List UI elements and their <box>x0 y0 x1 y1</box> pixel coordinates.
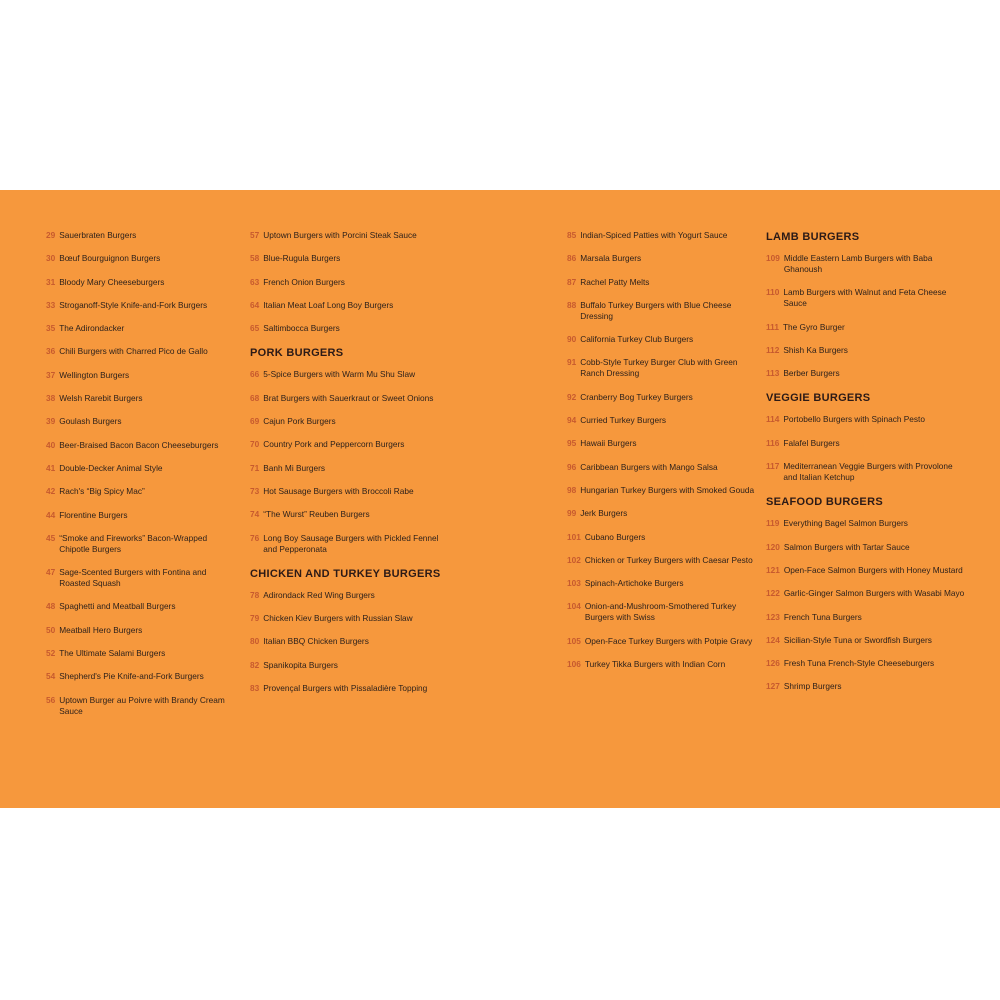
page-number: 95 <box>567 438 577 449</box>
recipe-title: Adirondack Red Wing Burgers <box>263 589 375 600</box>
page-number: 91 <box>567 357 577 368</box>
toc-entry <box>567 415 757 426</box>
page-number: 56 <box>46 694 56 705</box>
page-number: 39 <box>46 416 56 427</box>
page-number: 35 <box>46 323 56 334</box>
page-number: 80 <box>250 636 260 647</box>
page-number: 94 <box>567 415 577 426</box>
page-number: 41 <box>46 462 56 473</box>
page-number: 111 <box>766 321 779 332</box>
recipe-title: The Adirondacker <box>59 323 125 334</box>
recipe-title: Open-Face Salmon Burgers with Honey Mustard <box>783 564 963 575</box>
toc-entry <box>250 509 450 520</box>
recipe-title: Curried Turkey Burgers <box>580 415 666 426</box>
toc-entry <box>250 323 450 334</box>
page-number: 47 <box>46 567 56 578</box>
recipe-title: Stroganoff-Style Knife-and-Fork Burgers <box>59 299 208 310</box>
toc-entry <box>46 567 236 589</box>
page-number: 88 <box>567 299 577 310</box>
recipe-title: Garlic-Ginger Salmon Burgers with Wasabi Mayo <box>783 588 965 599</box>
page-number: 69 <box>250 416 260 427</box>
toc-entry <box>250 416 450 427</box>
recipe-title: Blue-Rugula Burgers <box>263 253 341 264</box>
recipe-title: 5-Spice Burgers with Warm Mu Shu Slaw <box>263 369 416 380</box>
toc-entry <box>766 345 966 356</box>
toc-entry <box>567 485 757 496</box>
toc-entry <box>46 625 236 636</box>
toc-entry <box>567 392 757 403</box>
toc-entry <box>46 277 236 288</box>
recipe-title: “Smoke and Fireworks” Bacon-Wrapped Chipotle Burgers <box>59 532 208 554</box>
page-number: 112 <box>766 344 780 355</box>
recipe-title: French Onion Burgers <box>263 276 345 287</box>
recipe-title: Uptown Burgers with Porcini Steak Sauce <box>263 230 417 240</box>
page-number: 121 <box>766 564 780 575</box>
toc-entry <box>766 368 966 379</box>
recipe-title: Spinach-Artichoke Burgers <box>584 578 684 589</box>
recipe-title: Long Boy Sausage Burgers with Pickled Fennel and Pepperonata <box>263 532 439 554</box>
toc-entry <box>766 542 966 553</box>
page-number: 90 <box>567 334 577 345</box>
page-number: 82 <box>250 659 260 670</box>
page-number: 99 <box>567 508 577 519</box>
toc-entry <box>250 230 450 241</box>
contents-column-2 <box>250 230 450 706</box>
toc-entry <box>46 695 236 717</box>
page-number: 79 <box>250 613 260 624</box>
section-heading: VEGGIE BURGERS <box>766 392 871 405</box>
page-number: 74 <box>250 509 260 520</box>
toc-entry <box>46 393 236 404</box>
toc-entry <box>46 416 236 427</box>
toc-entry <box>567 578 757 589</box>
toc-entry <box>46 300 236 311</box>
recipe-title: Florentine Burgers <box>59 509 128 520</box>
page-number: 117 <box>766 461 780 472</box>
toc-entry <box>250 590 450 601</box>
page-number: 40 <box>46 439 56 450</box>
recipe-title: Marsala Burgers <box>580 253 642 264</box>
recipe-title: French Tuna Burgers <box>783 611 862 622</box>
toc-entry <box>766 612 966 623</box>
page-number: 102 <box>567 554 581 565</box>
recipe-title: Welsh Rarebit Burgers <box>59 393 143 404</box>
recipe-title: Salmon Burgers with Tartar Sauce <box>783 541 910 552</box>
page-number: 38 <box>46 393 56 404</box>
toc-entry <box>567 508 757 519</box>
recipe-title: Shepherd's Pie Knife-and-Fork Burgers <box>59 671 204 682</box>
page-number: 71 <box>250 462 260 473</box>
section-heading: PORK BURGERS <box>250 347 344 360</box>
page-number: 114 <box>766 414 780 425</box>
toc-entry <box>567 462 757 473</box>
recipe-title: Mediterranean Veggie Burgers with Provolone and Italian Ketchup <box>783 461 953 483</box>
page-number: 110 <box>766 287 780 298</box>
toc-entry <box>567 601 757 623</box>
page-number: 70 <box>250 439 260 450</box>
page-number: 126 <box>766 658 780 669</box>
recipe-title: Meatball Hero Burgers <box>59 624 143 635</box>
recipe-title: Chicken Kiev Burgers with Russian Slaw <box>263 613 413 624</box>
toc-entry <box>766 658 966 669</box>
page-number: 122 <box>766 588 780 599</box>
recipe-title: Sauerbraten Burgers <box>59 230 137 240</box>
page-number: 78 <box>250 589 260 600</box>
recipe-title: Cranberry Bog Turkey Burgers <box>580 391 693 402</box>
recipe-title: Portobello Burgers with Spinach Pesto <box>783 414 925 425</box>
toc-entry <box>46 440 236 451</box>
toc-entry <box>567 300 757 322</box>
recipe-title: Double-Decker Animal Style <box>59 462 163 473</box>
toc-entry <box>46 253 236 264</box>
page-number: 85 <box>567 230 577 240</box>
recipe-title: Provençal Burgers with Pissaladière Topping <box>263 683 428 694</box>
toc-entry <box>567 438 757 449</box>
recipe-title: Rachel Patty Melts <box>580 276 650 287</box>
toc-entry <box>766 438 966 449</box>
recipe-title: Indian-Spiced Patties with Yogurt Sauce <box>580 230 728 240</box>
page-number: 113 <box>766 368 780 379</box>
recipe-title: Open-Face Turkey Burgers with Potpie Gravy <box>584 635 753 646</box>
toc-entry <box>567 253 757 264</box>
recipe-title: Chicken or Turkey Burgers with Caesar Pesto <box>584 554 753 565</box>
recipe-title: Rach's “Big Spicy Mac” <box>59 486 145 497</box>
recipe-title: Cobb-Style Turkey Burger Club with Green Ranch Dressing <box>580 357 738 379</box>
toc-entry <box>766 287 966 309</box>
recipe-title: Uptown Burger au Poivre with Brandy Cream Sauce <box>59 694 225 716</box>
toc-entry <box>567 636 757 647</box>
page-number: 96 <box>567 461 577 472</box>
toc-entry <box>250 683 450 694</box>
recipe-title: Banh Mi Burgers <box>263 462 326 473</box>
toc-entry <box>46 601 236 612</box>
page-number: 52 <box>46 648 56 659</box>
toc-entry <box>46 486 236 497</box>
toc-entry <box>766 461 966 483</box>
recipe-title: Hawaii Burgers <box>580 438 637 449</box>
recipe-title: Shrimp Burgers <box>783 681 842 692</box>
page-number: 86 <box>567 253 577 264</box>
page-number: 31 <box>46 276 56 287</box>
toc-entry <box>567 230 757 241</box>
recipe-title: Hungarian Turkey Burgers with Smoked Gouda <box>580 484 755 495</box>
recipe-title: Caribbean Burgers with Mango Salsa <box>580 461 718 472</box>
toc-entry <box>46 510 236 521</box>
toc-entry <box>766 681 966 692</box>
recipe-title: Onion-and-Mushroom-Smothered Turkey Burgers with Swiss <box>584 601 737 623</box>
page-number: 92 <box>567 391 577 402</box>
recipe-title: Italian Meat Loaf Long Boy Burgers <box>263 299 394 310</box>
page-number: 66 <box>250 369 260 380</box>
page-number: 42 <box>46 486 56 497</box>
recipe-title: Chili Burgers with Charred Pico de Gallo <box>59 346 208 357</box>
section-heading: LAMB BURGERS <box>766 231 860 243</box>
recipe-title: Buffalo Turkey Burgers with Blue Cheese Dressing <box>580 299 732 321</box>
recipe-title: Lamb Burgers with Walnut and Feta Cheese Sauce <box>783 287 947 309</box>
toc-entry <box>250 636 450 647</box>
recipe-title: California Turkey Club Burgers <box>580 334 694 345</box>
page-number: 76 <box>250 532 260 543</box>
recipe-title: Bœuf Bourguignon Burgers <box>59 253 161 264</box>
recipe-title: Country Pork and Peppercorn Burgers <box>263 439 405 450</box>
page-number: 104 <box>567 601 581 612</box>
section-heading: CHICKEN AND TURKEY BURGERS <box>250 567 441 580</box>
recipe-title: Saltimbocca Burgers <box>263 323 340 334</box>
toc-entry <box>46 648 236 659</box>
page-number: 98 <box>567 484 577 495</box>
page-number: 58 <box>250 253 260 264</box>
page-number: 44 <box>46 509 56 520</box>
toc-entry <box>250 463 450 474</box>
toc-entry <box>567 334 757 345</box>
recipe-title: Shish Ka Burgers <box>783 344 848 355</box>
recipe-title: Falafel Burgers <box>783 437 840 448</box>
page-number: 103 <box>567 578 581 589</box>
toc-entry <box>250 486 450 497</box>
toc-entry <box>250 660 450 671</box>
toc-entry <box>250 277 450 288</box>
page-number: 65 <box>250 323 260 334</box>
page-number: 101 <box>567 531 581 542</box>
toc-entry <box>46 533 236 555</box>
recipe-title: Goulash Burgers <box>59 416 122 427</box>
toc-entry <box>250 439 450 450</box>
toc-entry <box>567 357 757 379</box>
recipe-title: Hot Sausage Burgers with Broccoli Rabe <box>263 485 414 496</box>
recipe-title: Wellington Burgers <box>59 369 130 380</box>
contents-column-3 <box>567 230 757 682</box>
page-number: 105 <box>567 635 581 646</box>
toc-entry <box>46 230 236 241</box>
page-number: 68 <box>250 392 260 403</box>
page-number: 116 <box>766 437 780 448</box>
page-number: 45 <box>46 532 56 543</box>
recipe-title: Beer-Braised Bacon Bacon Cheeseburgers <box>59 439 219 450</box>
recipe-title: Brat Burgers with Sauerkraut or Sweet Onions <box>263 392 434 403</box>
contents-column-4 <box>766 230 966 705</box>
page-number: 127 <box>766 681 780 692</box>
page-number: 29 <box>46 230 56 240</box>
recipe-title: Fresh Tuna French-Style Cheeseburgers <box>783 658 935 669</box>
recipe-title: The Gyro Burger <box>782 321 845 332</box>
recipe-title: Spaghetti and Meatball Burgers <box>59 601 176 612</box>
page-number: 123 <box>766 611 780 622</box>
toc-entry <box>46 346 236 357</box>
contents-column-1 <box>46 230 236 729</box>
toc-entry <box>250 533 450 555</box>
page-number: 30 <box>46 253 56 264</box>
toc-entry <box>46 370 236 381</box>
page-number: 120 <box>766 541 780 552</box>
page-number: 54 <box>46 671 56 682</box>
recipe-title: Turkey Tikka Burgers with Indian Corn <box>584 659 726 670</box>
recipe-title: Italian BBQ Chicken Burgers <box>263 636 369 647</box>
page-number: 37 <box>46 369 56 380</box>
recipe-title: Cajun Pork Burgers <box>263 416 336 427</box>
toc-entry <box>250 369 450 380</box>
recipe-title: Bloody Mary Cheeseburgers <box>59 276 165 287</box>
page-number: 119 <box>766 518 780 529</box>
toc-entry <box>766 322 966 333</box>
toc-entry <box>567 532 757 543</box>
recipe-title: Middle Eastern Lamb Burgers with Baba Ghanoush <box>783 253 933 274</box>
page-number: 83 <box>250 683 260 694</box>
toc-entry <box>567 277 757 288</box>
toc-entry <box>567 659 757 670</box>
toc-entry <box>250 393 450 404</box>
toc-entry <box>46 463 236 474</box>
recipe-title: “The Wurst” Reuben Burgers <box>263 509 370 520</box>
page-number: 73 <box>250 485 260 496</box>
toc-entry <box>766 518 966 529</box>
recipe-title: Sicilian-Style Tuna or Swordfish Burgers <box>783 634 932 645</box>
recipe-title: Everything Bagel Salmon Burgers <box>783 518 908 529</box>
toc-entry <box>766 414 966 425</box>
toc-entry <box>250 300 450 311</box>
toc-entry <box>250 613 450 624</box>
recipe-title: The Ultimate Salami Burgers <box>59 648 166 659</box>
page-number: 57 <box>250 230 260 240</box>
page-number: 109 <box>766 253 780 263</box>
toc-entry <box>766 253 966 275</box>
toc-entry <box>46 671 236 682</box>
page-number: 50 <box>46 624 56 635</box>
contents-spread <box>0 190 1000 808</box>
recipe-title: Spanikopita Burgers <box>263 659 338 670</box>
page-number: 124 <box>766 634 780 645</box>
recipe-title: Sage-Scented Burgers with Fontina and Roasted Squash <box>59 567 207 589</box>
toc-entry <box>250 253 450 264</box>
recipe-title: Berber Burgers <box>783 368 840 379</box>
toc-entry <box>46 323 236 334</box>
recipe-title: Cubano Burgers <box>584 531 646 542</box>
toc-entry <box>766 588 966 599</box>
page-number: 33 <box>46 299 56 310</box>
page-number: 63 <box>250 276 260 287</box>
section-heading: SEAFOOD BURGERS <box>766 496 883 509</box>
recipe-title: Jerk Burgers <box>580 508 628 519</box>
page-number: 36 <box>46 346 56 357</box>
toc-entry <box>766 635 966 646</box>
page-number: 87 <box>567 276 577 287</box>
page-number: 64 <box>250 299 260 310</box>
page-number: 106 <box>567 659 581 670</box>
page-number: 48 <box>46 601 56 612</box>
toc-entry <box>766 565 966 576</box>
toc-entry <box>567 555 757 566</box>
